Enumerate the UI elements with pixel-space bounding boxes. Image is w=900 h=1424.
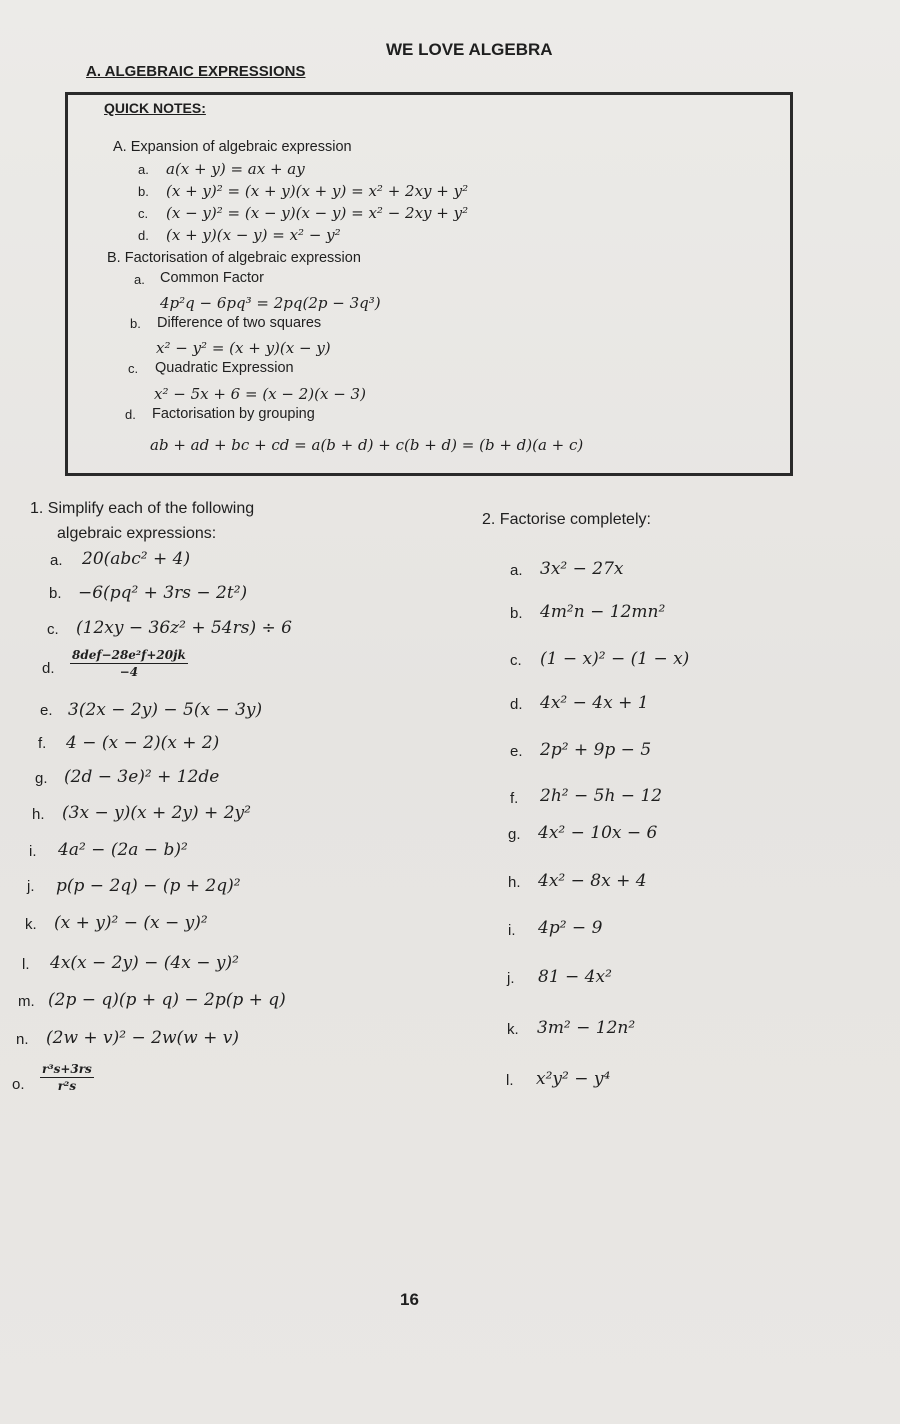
- question-2-expression: 2p² + 9p − 5: [540, 740, 652, 760]
- question-2-expression: 4p² − 9: [538, 918, 603, 938]
- question-1-label: e.: [40, 702, 53, 719]
- question-2-expression: 2h² − 5h − 12: [540, 786, 663, 806]
- expansion-formula: (x + y)² = (x + y)(x + y) = x² + 2xy + y²: [166, 182, 469, 200]
- question-1-label: h.: [32, 806, 45, 823]
- question-1-fraction: [40, 1062, 94, 1093]
- question-1-heading: 1. Simplify each of the following: [30, 500, 255, 517]
- factorisation-label: d.: [125, 407, 136, 422]
- question-2-label: g.: [508, 826, 521, 843]
- question-1-expression: (3x − y)(x + 2y) + 2y²: [62, 803, 251, 823]
- factorisation-label: a.: [134, 272, 145, 287]
- expansion-formula: a(x + y) = ax + ay: [166, 160, 305, 178]
- question-2-expression: 4x² − 10x − 6: [538, 823, 658, 843]
- fraction-denominator: r²s: [57, 1079, 77, 1093]
- factorisation-method-title: Factorisation by grouping: [152, 406, 315, 422]
- factorisation-label: c.: [128, 361, 139, 376]
- question-2-expression: 3m² − 12n²: [537, 1018, 636, 1038]
- question-2-label: a.: [510, 562, 523, 579]
- question-1-label: g.: [35, 770, 48, 787]
- question-1-label: i.: [29, 843, 37, 860]
- question-2-label: l.: [506, 1072, 514, 1089]
- question-2-label: d.: [510, 696, 523, 713]
- question-2-expression: 3x² − 27x: [540, 559, 624, 579]
- section-heading: A. ALGEBRAIC EXPRESSIONS: [86, 63, 306, 80]
- page-number: 16: [400, 1290, 419, 1309]
- question-1-label: c.: [47, 621, 59, 638]
- question-1-label: n.: [16, 1031, 29, 1048]
- factorisation-method-title: Quadratic Expression: [155, 360, 294, 376]
- question-1-expression: 3(2x − 2y) − 5(x − 3y): [68, 700, 263, 720]
- question-2-expression: 81 − 4x²: [538, 967, 612, 987]
- factorisation-formula: ab + ad + bc + cd = a(b + d) + c(b + d) = (b + d)(a + c): [150, 436, 584, 454]
- expansion-label: a.: [138, 162, 149, 177]
- expansion-formula: (x − y)² = (x − y)(x − y) = x² − 2xy + y²: [166, 204, 469, 222]
- question-1-expression: (2w + v)² − 2w(w + v): [46, 1028, 239, 1048]
- question-2-label: i.: [508, 922, 516, 939]
- question-1-label: l.: [22, 956, 30, 973]
- question-1-label: m.: [18, 993, 35, 1010]
- factorisation-formula: 4p²q − 6pq³ = 2pq(2p − 3q³): [160, 294, 381, 312]
- question-1-fraction: [70, 648, 188, 679]
- question-1-expression: −6(pq² + 3rs − 2t²): [78, 583, 248, 603]
- question-1-heading-continued: algebraic expressions:: [57, 525, 217, 542]
- question-2-expression: 4x² − 4x + 1: [540, 693, 649, 713]
- question-1-expression: (x + y)² − (x − y)²: [54, 913, 208, 933]
- question-1-label: k.: [25, 916, 37, 933]
- question-2-expression: x²y² − y⁴: [536, 1069, 611, 1089]
- question-1-label: a.: [50, 552, 63, 569]
- expansion-label: d.: [138, 228, 149, 243]
- question-1-expression: (2p − q)(p + q) − 2p(p + q): [48, 990, 286, 1010]
- factorisation-label: b.: [130, 316, 141, 331]
- fraction-numerator: r³s+3rs: [42, 1062, 92, 1076]
- fraction-numerator: 8def−28e²f+20jk: [72, 648, 186, 662]
- expansion-formula: (x + y)(x − y) = x² − y²: [166, 226, 341, 244]
- question-2-label: k.: [507, 1021, 519, 1038]
- factorisation-formula: x² − y² = (x + y)(x − y): [156, 339, 331, 357]
- factorisation-method-title: Common Factor: [160, 270, 264, 286]
- question-2-expression: 4m²n − 12mn²: [540, 602, 666, 622]
- question-1-expression: p(p − 2q) − (p + 2q)²: [56, 876, 241, 896]
- question-2-label: c.: [510, 652, 522, 669]
- question-2-expression: 4x² − 8x + 4: [538, 871, 647, 891]
- question-2-label: j.: [507, 970, 515, 987]
- question-1-expression: (2d − 3e)² + 12de: [64, 767, 220, 787]
- expansion-heading: A. Expansion of algebraic expression: [113, 139, 352, 155]
- question-1-expression: (12xy − 36z² + 54rs) ÷ 6: [76, 618, 292, 638]
- question-1-label: d.: [42, 660, 55, 677]
- fraction-denominator: −4: [119, 665, 139, 679]
- question-1-expression: 4 − (x − 2)(x + 2): [66, 733, 220, 753]
- worksheet-title: WE LOVE ALGEBRA: [386, 40, 553, 59]
- question-2-heading: 2. Factorise completely:: [482, 511, 651, 528]
- question-1-label: b.: [49, 585, 62, 602]
- question-2-label: e.: [510, 743, 523, 760]
- expansion-label: b.: [138, 184, 149, 199]
- question-1-expression: 4a² − (2a − b)²: [58, 840, 188, 860]
- question-1-label: j.: [27, 878, 35, 895]
- quick-notes-heading: QUICK NOTES:: [104, 100, 206, 116]
- question-1-label: o.: [12, 1076, 25, 1093]
- question-2-label: h.: [508, 874, 521, 891]
- question-1-label: f.: [38, 735, 47, 752]
- question-1-expression: 4x(x − 2y) − (4x − y)²: [50, 953, 239, 973]
- factorisation-heading: B. Factorisation of algebraic expression: [107, 250, 361, 266]
- factorisation-formula: x² − 5x + 6 = (x − 2)(x − 3): [154, 385, 366, 403]
- question-2-label: b.: [510, 605, 523, 622]
- question-1-expression: 20(abc² + 4): [82, 549, 191, 569]
- expansion-label: c.: [138, 206, 149, 221]
- factorisation-method-title: Difference of two squares: [157, 315, 322, 331]
- question-2-label: f.: [510, 790, 519, 807]
- question-2-expression: (1 − x)² − (1 − x): [540, 649, 690, 669]
